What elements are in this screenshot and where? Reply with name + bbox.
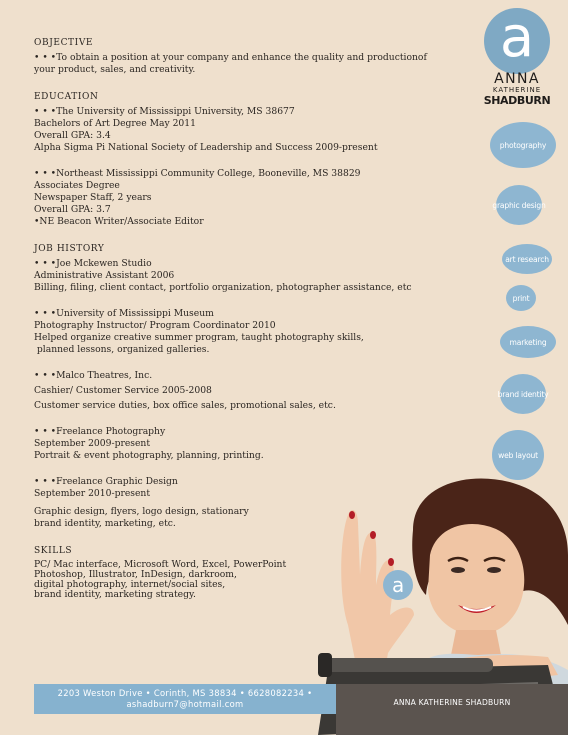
job-line: • • •Freelance Graphic Design (34, 476, 178, 487)
right-eye (487, 567, 501, 573)
objective-line: • • •To obtain a position at your company and enhance the quality and productionof (34, 52, 427, 63)
skills-line: brand identity, marketing strategy. (34, 589, 196, 600)
job-line: Graphic design, flyers, logo design, stationary (34, 506, 249, 517)
typewriter-roller (323, 658, 493, 672)
education-line: •NE Beacon Writer/Associate Editor (34, 216, 204, 227)
job-line: brand identity, marketing, etc. (34, 518, 176, 529)
job-line: Cashier/ Customer Service 2005-2008 (34, 385, 212, 396)
nail (370, 531, 376, 539)
education-line: Overall GPA: 3.4 (34, 130, 111, 141)
job-entry (30, 426, 450, 462)
job-line: Photography Instructor/ Program Coordinator 2010 (34, 320, 276, 331)
job-line: Administrative Assistant 2006 (34, 270, 175, 281)
job-line: • • •Joe Mckewen Studio (34, 258, 152, 269)
job-line: • • •Freelance Photography (34, 426, 166, 437)
bubble-marketing: marketing (500, 326, 556, 358)
logo-circle (484, 5, 550, 74)
education-heading: EDUCATION (34, 92, 99, 102)
education-line: Overall GPA: 3.7 (34, 204, 111, 215)
education-line: Bachelors of Art Degree May 2011 (34, 118, 196, 129)
education-line: • • •Northeast Mississippi Community College, Booneville, MS 38829 (34, 168, 361, 179)
job-line: • • •Malco Theatres, Inc. (34, 370, 153, 381)
logo-letter: a (499, 5, 535, 70)
job-line: Customer service duties, box office sales, promotional sales, etc. (34, 400, 336, 411)
education-line: Newspaper Staff, 2 years (34, 192, 152, 203)
objective-section (30, 38, 450, 76)
first-name: ANNA (494, 71, 540, 87)
bubble-art-research: art research (502, 244, 552, 274)
typewriter-knob (318, 653, 332, 677)
job-entry (30, 370, 450, 412)
nail (349, 511, 355, 519)
contact-address: 2203 Weston Drive • Corinth, MS 38834 • 6628082234 • (57, 688, 313, 698)
middle-name: KATHERINE (492, 86, 542, 94)
job-history-heading: JOB HISTORY (34, 244, 105, 254)
education-line: • • •The University of Mississippi University, MS 38677 (34, 106, 295, 117)
left-eye (451, 567, 465, 573)
contact-email[interactable]: ashadburn7@hotmail.com (126, 699, 244, 709)
bubble-print: print (506, 285, 536, 311)
badge-letter: a (391, 573, 405, 597)
bubble-graphic-design: graphic design (496, 185, 542, 225)
job-line: September 2010-present (34, 488, 151, 499)
job-entry (30, 258, 450, 294)
last-name: SHADBURN (483, 94, 551, 107)
job-line: • • •University of Mississippi Museum (34, 308, 214, 319)
face-shape (428, 524, 524, 635)
bubble-photography: photography (490, 122, 556, 168)
education-line: Alpha Sigma Pi National Society of Leadership and Success 2009-present (34, 142, 378, 153)
skills-line: digital photography, internet/social sites, (34, 579, 226, 590)
job-entry (30, 308, 450, 356)
footer-signature: ANNA KATHERINE SHADBURN (393, 698, 511, 707)
objective-heading: OBJECTIVE (34, 38, 94, 48)
education-entry (30, 168, 450, 228)
name-block (474, 72, 560, 107)
skills-line: PC/ Mac interface, Microsoft Word, Excel, PowerPoint (34, 559, 287, 570)
education-section (30, 92, 450, 228)
job-line: Helped organize creative summer program, taught photography skills, (34, 332, 364, 343)
nail (388, 558, 394, 566)
bubble-web-layout: web layout (492, 430, 544, 480)
education-entry (30, 106, 450, 154)
objective-line: your product, sales, and creativity. (34, 64, 196, 75)
contact-footer (34, 684, 336, 714)
badge-circle (383, 570, 413, 600)
education-line: Associates Degree (34, 180, 120, 191)
skills-heading: SKILLS (34, 546, 73, 556)
job-line: Portrait & event photography, planning, printing. (34, 450, 264, 461)
bubble-brand-identity: brand identity (500, 374, 546, 414)
footer-dark-band (336, 684, 568, 735)
job-line: planned lessons, organized galleries. (34, 344, 210, 355)
skills-line: Photoshop, Illustrator, InDesign, darkroom, (34, 569, 237, 580)
job-line: September 2009-present (34, 438, 151, 449)
job-line: Billing, filing, client contact, portfolio organization, photographer assistance, etc (34, 282, 412, 293)
